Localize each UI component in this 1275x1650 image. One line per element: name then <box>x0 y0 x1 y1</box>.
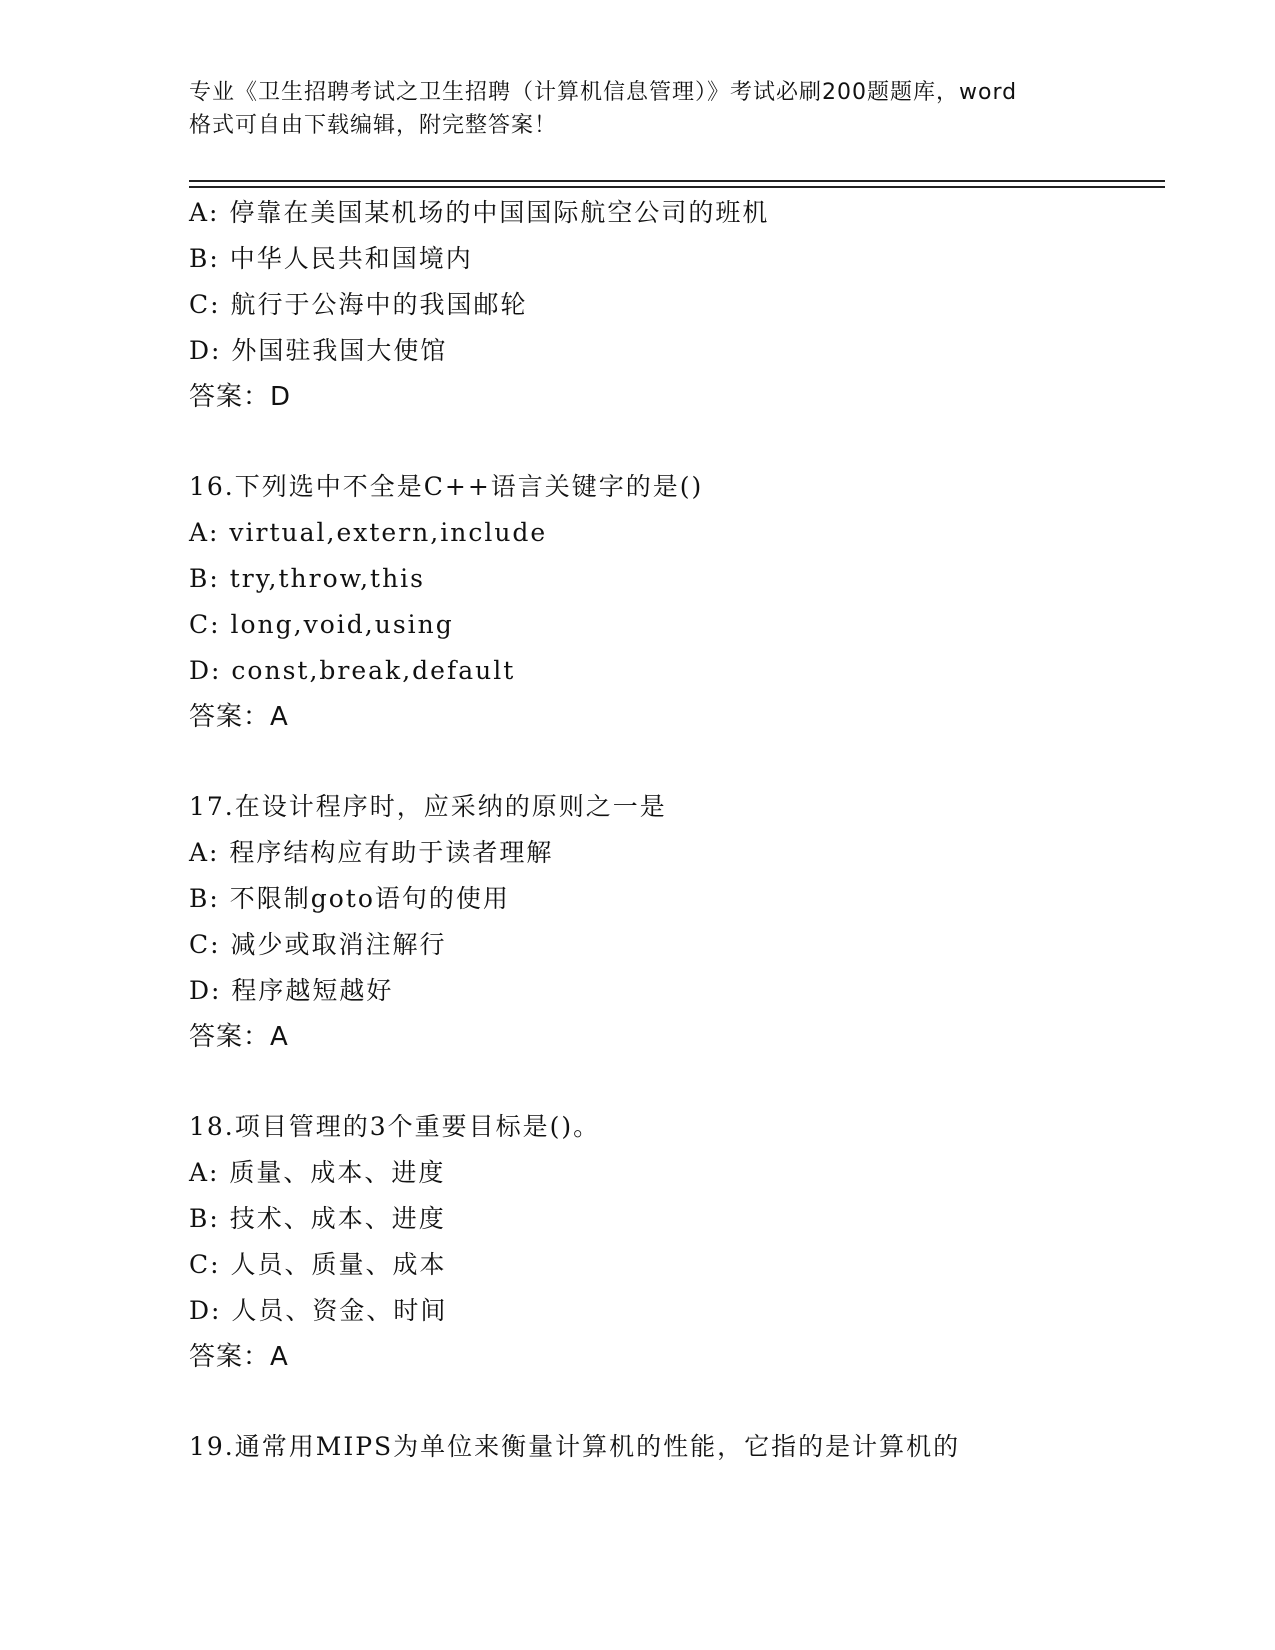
question-text: 18.项目管理的3个重要目标是()。 <box>189 1112 601 1141</box>
answer: 答案：A <box>189 1022 289 1052</box>
option-b: B: 中华人民共和国境内 <box>189 244 473 273</box>
option-a: A: virtual,extern,include <box>189 518 548 547</box>
spacer <box>189 420 1169 464</box>
spacer <box>189 1060 1169 1104</box>
option-c: C: long,void,using <box>189 610 454 639</box>
spacer <box>189 1380 1169 1424</box>
question-19 <box>189 1424 1169 1470</box>
option-b: B: try,throw,this <box>189 564 425 593</box>
header-rule-bottom <box>189 186 1165 188</box>
option-d: D: 人员、资金、时间 <box>189 1296 448 1325</box>
option-a: A: 程序结构应有助于读者理解 <box>189 838 554 867</box>
answer: 答案：A <box>189 1342 289 1372</box>
option-c: C: 减少或取消注解行 <box>189 930 447 959</box>
question-text: 16.下列选中不全是C++语言关键字的是() <box>189 472 704 501</box>
question-15 <box>189 190 1169 420</box>
option-d: D: 外国驻我国大使馆 <box>189 336 448 365</box>
answer: 答案：D <box>189 382 292 412</box>
option-d: D: 程序越短越好 <box>189 976 394 1005</box>
answer: 答案：A <box>189 702 289 732</box>
option-a: A: 停靠在美国某机场的中国国际航空公司的班机 <box>189 198 770 227</box>
header-line-1: 专业《卫生招聘考试之卫生招聘（计算机信息管理）》考试必刷200题题库，word <box>189 80 1018 105</box>
question-16 <box>189 464 1169 740</box>
question-text: 17.在设计程序时，应采纳的原则之一是 <box>189 792 667 821</box>
question-text: 19.通常用MIPS为单位来衡量计算机的性能，它指的是计算机的 <box>189 1432 961 1461</box>
option-c: C: 人员、质量、成本 <box>189 1250 447 1279</box>
option-b: B: 技术、成本、进度 <box>189 1204 446 1233</box>
header-rule-top <box>189 180 1165 182</box>
option-d: D: const,break,default <box>189 656 516 685</box>
document-header <box>189 76 1089 142</box>
question-17 <box>189 784 1169 1060</box>
question-18 <box>189 1104 1169 1380</box>
option-c: C: 航行于公海中的我国邮轮 <box>189 290 528 319</box>
spacer <box>189 740 1169 784</box>
header-line-2: 格式可自由下载编辑，附完整答案！ <box>189 113 558 138</box>
option-a: A: 质量、成本、进度 <box>189 1158 446 1187</box>
option-b: B: 不限制goto语句的使用 <box>189 884 510 913</box>
question-list <box>189 190 1169 1470</box>
